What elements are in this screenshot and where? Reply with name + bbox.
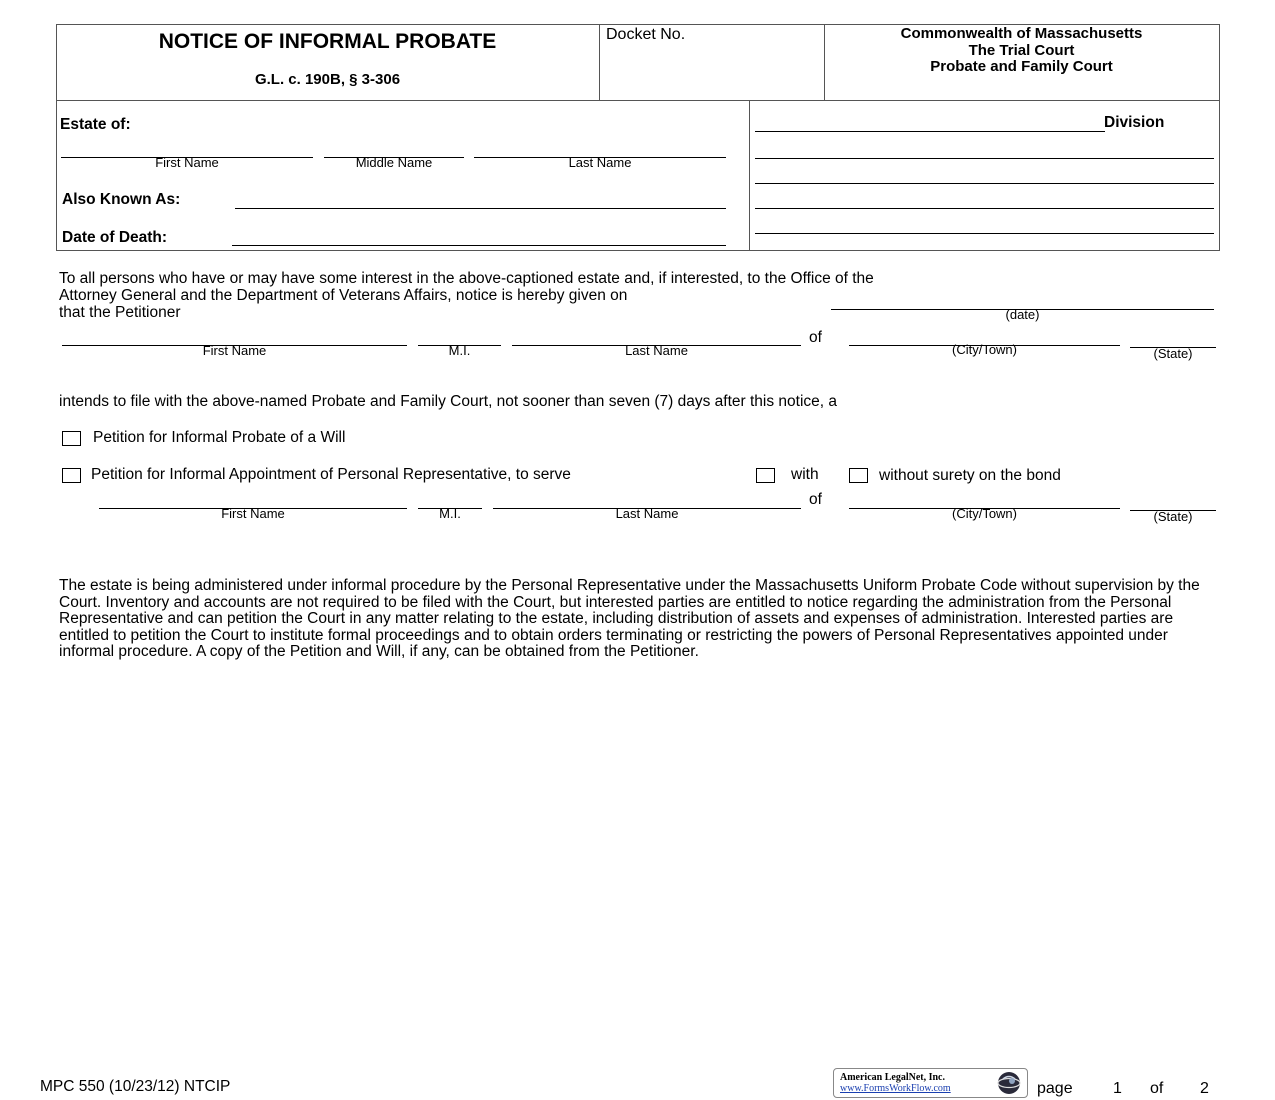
date-of-death-label: Date of Death:	[62, 229, 168, 246]
administration-notice-paragraph: The estate is being administered under informal procedure by the Personal Representative under the Massachusetts Uniform Probate Code without supervision by the Court. Inventory and accounts are not required to be filed with the Court, but interested parties are entitled to notice regarding the administration from the Personal Representative and can petition the Court in any matter relating to the estate, including distribution of assets and expenses of administration. Interested parties are entitled to petition the Court to institute formal proceedings and to obtain orders terminating or restricting the powers of Personal Representatives appointed under informal procedure. A copy of the Petition and Will, if any, can be obtained from the Petitioner.	[59, 577, 1200, 661]
date-of-death-field[interactable]	[232, 245, 726, 246]
publisher-logo[interactable]	[833, 1068, 1028, 1098]
rep-city-caption: (City/Town)	[951, 506, 1017, 521]
will-checkbox[interactable]	[62, 431, 81, 446]
estate-middle-name-caption: Middle Name	[355, 155, 433, 170]
intends-text: intends to file with the above-named Probate and Family Court, not sooner than seven (7) days after this notice, a	[59, 393, 838, 410]
estate-first-name-caption: First Name	[155, 155, 219, 170]
court-line-1: Commonwealth of Massachusetts	[900, 25, 1143, 42]
division-line-4[interactable]	[755, 208, 1214, 209]
rep-state-caption: (State)	[1153, 509, 1193, 524]
notice-line-3: that the Petitioner	[59, 304, 181, 321]
court-line-3: Probate and Family Court	[930, 58, 1113, 75]
estate-last-name-caption: Last Name	[568, 155, 632, 170]
without-surety-checkbox[interactable]	[849, 468, 868, 483]
rep-of: of	[809, 491, 822, 508]
with-surety-checkbox[interactable]	[756, 468, 775, 483]
petitioner-first-name-caption: First Name	[202, 343, 267, 358]
estate-box	[56, 100, 1220, 251]
petitioner-last-name-caption: Last Name	[625, 343, 688, 358]
page-of-word: of	[1150, 1080, 1164, 1097]
estate-divider	[749, 100, 750, 251]
division-line-3[interactable]	[755, 183, 1214, 184]
without-surety-label: without surety on the bond	[879, 467, 1061, 484]
rep-mi-caption: M.I.	[439, 506, 461, 521]
rep-first-name-caption: First Name	[221, 506, 285, 521]
docket-field[interactable]	[606, 48, 818, 96]
court-line-2: The Trial Court	[968, 42, 1075, 59]
header-divider-1	[599, 24, 600, 101]
with-surety-label: with	[791, 466, 819, 483]
division-field[interactable]	[755, 131, 1105, 132]
petitioner-city-caption: (City/Town)	[951, 342, 1017, 357]
page-number: 1	[1113, 1080, 1122, 1097]
docket-label: Docket No.	[606, 26, 686, 43]
logo-company: American LegalNet, Inc.	[840, 1072, 945, 1083]
estate-label: Estate of:	[60, 116, 131, 133]
logo-url[interactable]: www.FormsWorkFlow.com	[840, 1083, 951, 1094]
notice-date-caption: (date)	[1005, 307, 1040, 322]
notice-line-1: To all persons who have or may have some interest in the above-captioned estate and, if interested, to the Office of the	[59, 270, 874, 287]
division-line-5[interactable]	[755, 233, 1214, 234]
form-id: MPC 550 (10/23/12) NTCIP	[40, 1078, 231, 1095]
form-title: NOTICE OF INFORMAL PROBATE	[158, 30, 497, 53]
statute-reference: G.L. c. 190B, § 3-306	[254, 71, 401, 88]
appointment-checkbox[interactable]	[62, 468, 81, 483]
petitioner-mi-caption: M.I.	[448, 343, 471, 358]
appointment-option-label: Petition for Informal Appointment of Personal Representative, to serve	[91, 466, 571, 483]
page-total: 2	[1200, 1080, 1209, 1097]
will-option-label: Petition for Informal Probate of a Will	[93, 429, 346, 446]
page-word: page	[1037, 1080, 1073, 1097]
petitioner-state-caption: (State)	[1153, 346, 1193, 361]
notice-line-2: Attorney General and the Department of Veterans Affairs, notice is hereby given on	[59, 287, 628, 304]
globe-icon	[992, 1070, 1026, 1096]
petitioner-of: of	[809, 329, 822, 346]
division-label: Division	[1104, 114, 1165, 131]
division-line-2[interactable]	[755, 158, 1214, 159]
aka-field[interactable]	[235, 208, 726, 209]
rep-last-name-caption: Last Name	[615, 506, 679, 521]
aka-label: Also Known As:	[62, 191, 181, 208]
